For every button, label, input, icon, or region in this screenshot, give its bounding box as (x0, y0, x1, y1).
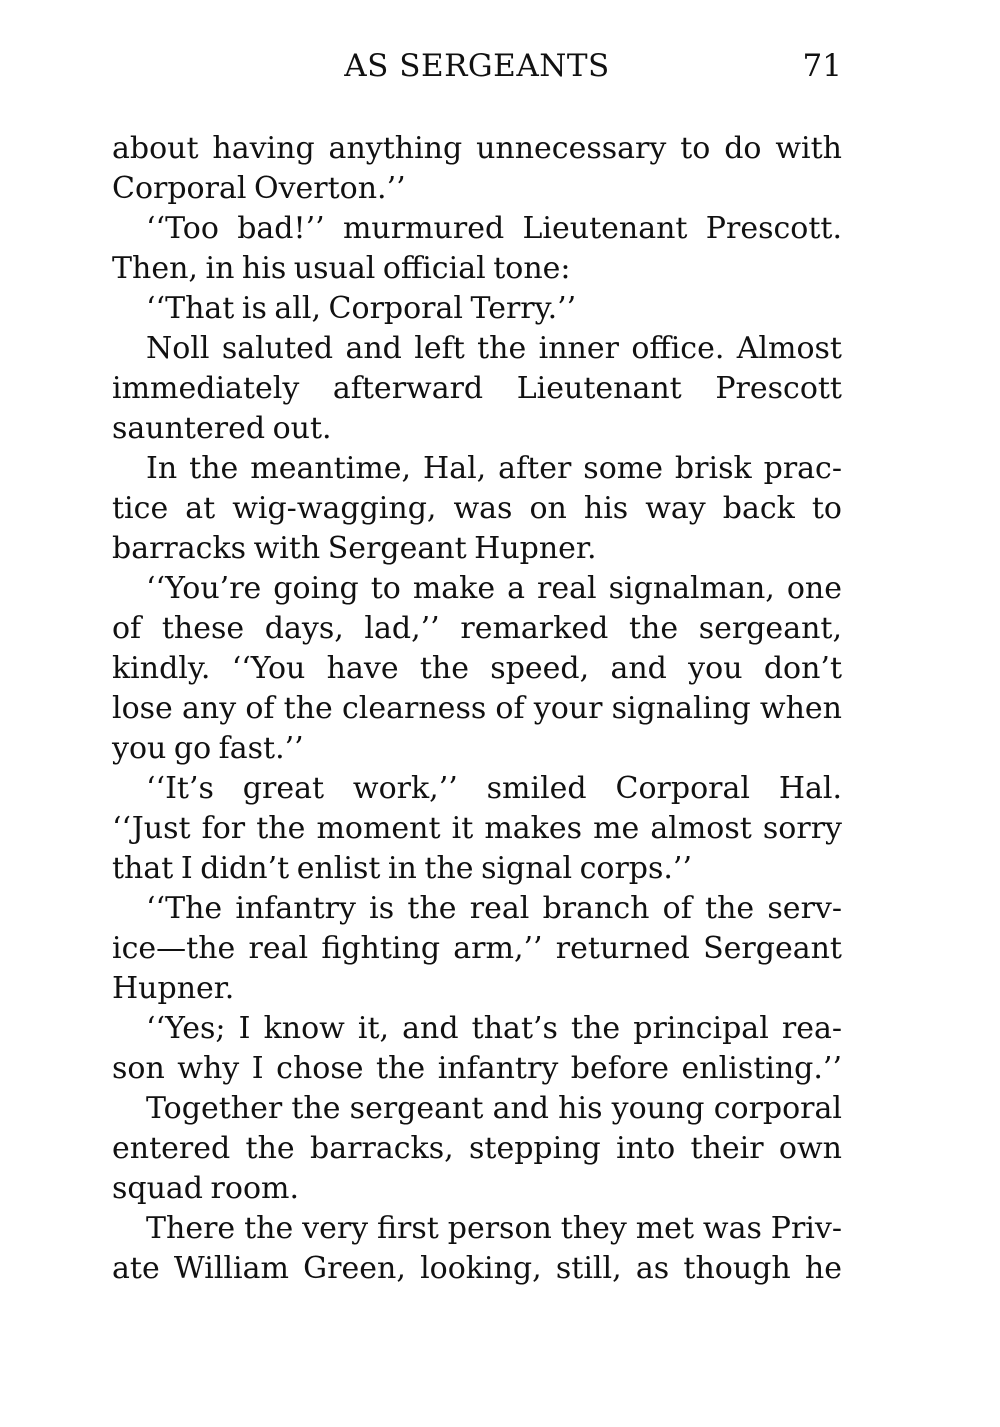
text-line: barracks with Sergeant Hupner. (112, 531, 597, 566)
text-line: you go fast.’’ (112, 731, 304, 766)
text-line: Corporal Overton.’’ (112, 171, 406, 206)
text-line: Together the sergeant and his young corporal (146, 1091, 842, 1126)
text-line: squad room. (112, 1171, 299, 1206)
text-line: Noll saluted and left the inner office. Almost (146, 331, 842, 366)
text-line: ‘‘You’re going to make a real signalman, one (146, 571, 842, 606)
running-title: AS SERGEANTS (344, 48, 610, 84)
text-line: ‘‘It’s great work,’’ smiled Corporal Hal. (146, 771, 842, 806)
text-line: ice—the real fighting arm,’’ returned Sergeant (112, 931, 842, 966)
text-line: Then, in his usual official tone: (112, 251, 571, 286)
text-line: tice at wig-wagging, was on his way back to (112, 491, 842, 526)
text-line: about having anything unnecessary to do with (112, 131, 842, 166)
text-line: ‘‘Just for the moment it makes me almost sorry (112, 811, 842, 846)
text-line: that I didn’t enlist in the signal corps.’’ (112, 851, 693, 886)
text-line: In the meantime, Hal, after some brisk prac- (146, 451, 842, 486)
text-line: entered the barracks, stepping into their own (112, 1131, 842, 1166)
text-line: lose any of the clearness of your signaling when (112, 691, 842, 726)
text-line: of these days, lad,’’ remarked the sergeant, (112, 611, 842, 646)
body-text (112, 129, 842, 1289)
book-page (112, 0, 842, 1427)
text-line: There the very first person they met was Priv- (146, 1211, 842, 1246)
text-line: immediately afterward Lieutenant Prescott (112, 371, 842, 406)
text-line: ate William Green, looking, still, as though he (112, 1251, 842, 1286)
text-line: ‘‘Yes; I know it, and that’s the principal rea- (146, 1011, 842, 1046)
text-line: kindly. ‘‘You have the speed, and you don’t (112, 651, 842, 686)
page-number: 71 (802, 48, 842, 84)
text-line: ‘‘The infantry is the real branch of the serv- (146, 891, 842, 926)
text-line: son why I chose the infantry before enlisting.’’ (112, 1051, 842, 1086)
text-line: ‘‘That is all, Corporal Terry.’’ (146, 291, 577, 326)
running-head (112, 48, 842, 88)
text-line: Hupner. (112, 971, 235, 1006)
text-line: sauntered out. (112, 411, 332, 446)
text-line: ‘‘Too bad!’’ murmured Lieutenant Prescott. (146, 211, 842, 246)
